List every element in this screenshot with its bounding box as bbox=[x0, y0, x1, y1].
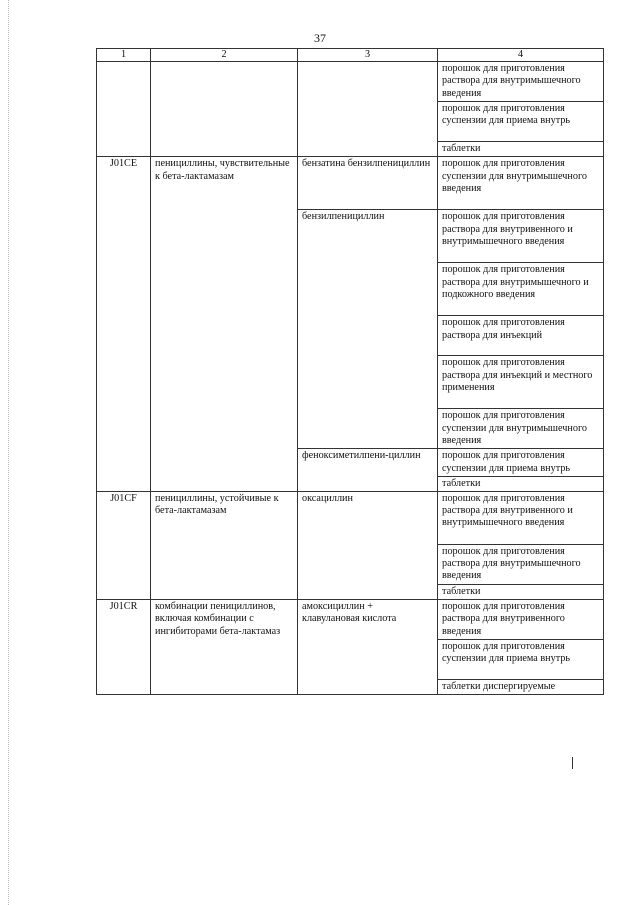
pharmacological-group-cell: пенициллины, устойчивые к бета-лактамазам bbox=[151, 492, 298, 600]
atc-code-cell: J01CF bbox=[97, 492, 151, 600]
dosage-form-text: порошок для приготовления раствора для внутримышечного введения bbox=[442, 546, 581, 582]
drug-name-cell: феноксиметилпени-циллин bbox=[298, 449, 438, 492]
table-body bbox=[97, 62, 604, 695]
dosage-form-text: порошок для приготовления раствора для внутривенного и внутримышечного введения bbox=[442, 211, 573, 247]
dosage-form-cell bbox=[438, 409, 604, 449]
pharmacological-group-cell bbox=[151, 62, 298, 157]
pharmacological-group-cell: пенициллины, чувствительные к бета-лактамазам bbox=[151, 157, 298, 492]
drug-name-cell: амоксициллин + клавулановая кислота bbox=[298, 600, 438, 695]
dosage-form-cell bbox=[438, 476, 604, 491]
table-row bbox=[97, 62, 604, 102]
atc-code-cell: J01CE bbox=[97, 157, 151, 492]
dosage-form-cell bbox=[438, 640, 604, 680]
table-row bbox=[97, 492, 604, 545]
dosage-form-cell bbox=[438, 62, 604, 102]
dosage-form-text: порошок для приготовления суспензии для внутримышечного введения bbox=[442, 410, 587, 446]
atc-code-cell bbox=[97, 62, 151, 157]
dosage-form-cell bbox=[438, 157, 604, 210]
dosage-form-text: порошок для приготовления раствора для внутримышечного введения bbox=[442, 63, 581, 99]
drug-name-cell bbox=[298, 62, 438, 157]
dosage-form-text: порошок для приготовления раствора для внутримышечного и подкожного введения bbox=[442, 264, 589, 300]
column-header: 3 bbox=[298, 49, 438, 62]
dosage-form-text: порошок для приготовления раствора для инъекций и местного применения bbox=[442, 357, 593, 393]
drug-name-cell: оксациллин bbox=[298, 492, 438, 600]
dosage-form-cell bbox=[438, 585, 604, 600]
dosage-form-text: таблетки bbox=[442, 143, 481, 155]
pharmacological-group-cell: комбинации пенициллинов, включая комбинации с ингибиторами бета-лактамаз bbox=[151, 600, 298, 695]
dosage-form-text: таблетки bbox=[442, 586, 481, 598]
page-number: 37 bbox=[314, 31, 326, 45]
dosage-form-text: таблетки bbox=[442, 477, 481, 489]
atc-code-cell: J01CR bbox=[97, 600, 151, 695]
dosage-form-cell bbox=[438, 600, 604, 640]
table-header-row bbox=[97, 49, 604, 62]
dosage-form-text: порошок для приготовления раствора для внутривенного введения bbox=[442, 601, 565, 637]
scan-edge-line bbox=[8, 0, 9, 905]
dosage-form-cell bbox=[438, 316, 604, 356]
dosage-form-cell bbox=[438, 210, 604, 263]
margin-mark bbox=[572, 757, 573, 769]
dosage-form-cell bbox=[438, 102, 604, 142]
column-header: 4 bbox=[438, 49, 604, 62]
table-row bbox=[97, 157, 604, 210]
dosage-form-text: порошок для приготовления раствора для инъекций bbox=[442, 317, 565, 341]
dosage-form-text: таблетки диспергируемые bbox=[442, 681, 556, 693]
dosage-form-text: порошок для приготовления раствора для внутривенного и внутримышечного введения bbox=[442, 493, 573, 529]
dosage-form-cell bbox=[438, 680, 604, 695]
dosage-form-text: порошок для приготовления суспензии для приема внутрь bbox=[442, 641, 571, 665]
dosage-form-cell bbox=[438, 492, 604, 545]
column-header: 1 bbox=[97, 49, 151, 62]
dosage-form-text: порошок для приготовления суспензии для внутримышечного введения bbox=[442, 158, 587, 194]
dosage-form-text: порошок для приготовления суспензии для приема внутрь bbox=[442, 450, 571, 474]
dosage-form-cell bbox=[438, 263, 604, 316]
dosage-form-text: порошок для приготовления суспензии для приема внутрь bbox=[442, 103, 571, 127]
column-header: 2 bbox=[151, 49, 298, 62]
drug-formulary-table bbox=[96, 48, 604, 695]
dosage-form-cell bbox=[438, 356, 604, 409]
table-row bbox=[97, 600, 604, 640]
dosage-form-cell bbox=[438, 449, 604, 476]
drug-name-cell: бензилпенициллин bbox=[298, 210, 438, 449]
dosage-form-cell bbox=[438, 545, 604, 585]
dosage-form-cell bbox=[438, 142, 604, 157]
drug-name-cell: бензатина бензилпенициллин bbox=[298, 157, 438, 210]
